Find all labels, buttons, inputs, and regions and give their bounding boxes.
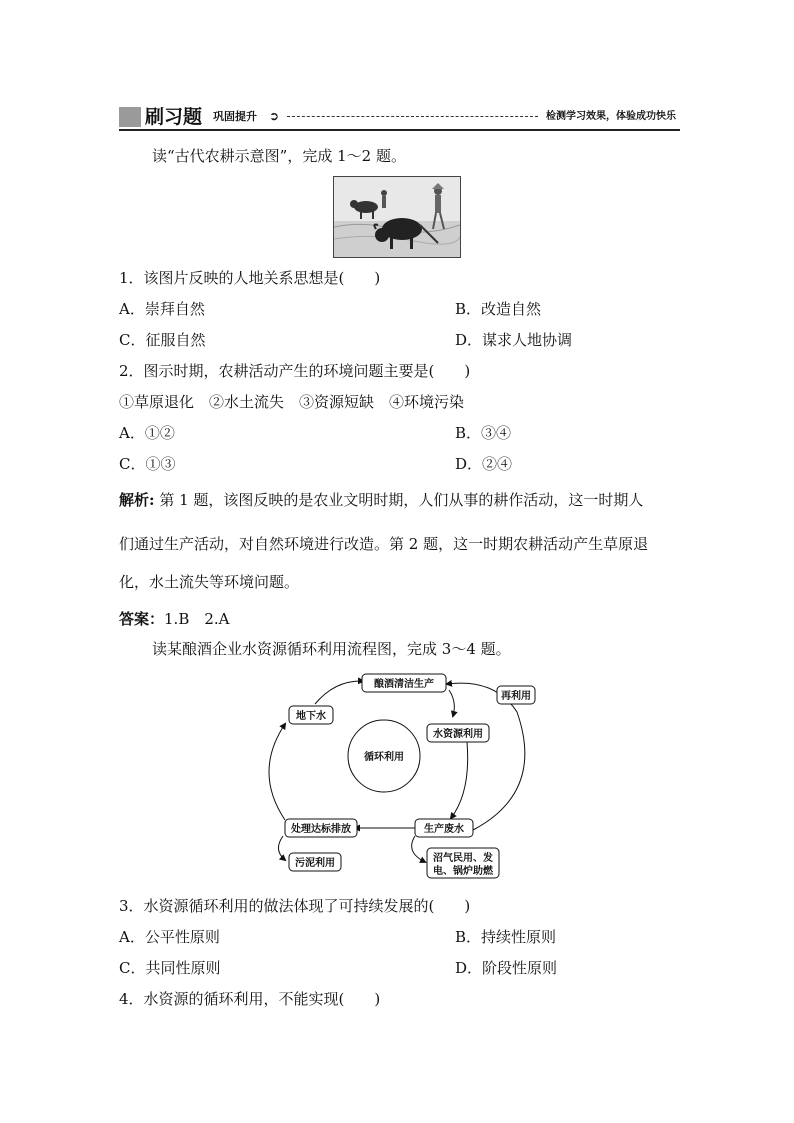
answer-label: 答案：: [119, 610, 165, 628]
q2-option-c: C．①③: [119, 455, 176, 473]
arrow-wastewater-to-biogas: [412, 836, 425, 862]
question-1-stem: 1．该图片反映的人地关系思想是( ): [119, 269, 381, 287]
analysis-line-3: 化，水土流失等环境问题。: [119, 573, 300, 591]
header-tagline: 检测学习效果，体验成功快乐: [546, 111, 676, 122]
arrow-treatment-to-sludge: [278, 836, 285, 860]
label-water-use: 水资源利用: [433, 729, 483, 740]
label-production: 酿酒清洁生产: [374, 679, 434, 690]
label-sludge: 污泥利用: [295, 858, 335, 869]
q3-option-d: D．阶段性原则: [455, 959, 558, 977]
q2-option-a: A．①②: [119, 424, 175, 442]
analysis-line-2: 们通过生产活动，对自然环境进行改造。第 2 题，这一时期农耕活动产生草原退: [119, 535, 649, 553]
q3-option-a: A．公平性原则: [119, 928, 220, 946]
header-title: 刷习题: [145, 106, 203, 128]
intro-farming: 读“古代农耕示意图”，完成 1～2 题。: [152, 147, 406, 165]
arrow-groundwater-to-production: [315, 681, 363, 704]
arrow-reuse-loop: [447, 683, 525, 830]
header-block: [119, 107, 141, 127]
arrow-production-to-wateruse: [449, 690, 454, 716]
q2-option-d: D．②④: [455, 455, 513, 473]
intro-water-cycle: 读某酿酒企业水资源循环利用流程图，完成 3～4 题。: [152, 640, 511, 658]
arrow-circle-icon: ➲: [269, 109, 280, 123]
water-cycle-flow-diagram: [255, 672, 545, 882]
label-biogas-1: 沼气民用、发: [433, 853, 493, 864]
q1-option-a: A．崇拜自然: [119, 300, 205, 318]
q2-option-b: B．③④: [455, 424, 512, 442]
arrow-treatment-to-groundwater: [269, 724, 285, 820]
q1-option-b: B．改造自然: [455, 300, 542, 318]
answer-line: [119, 609, 230, 629]
analysis-text-1: 第 1 题，该图反映的是农业文明时期，人们从事的耕作活动，这一时期人: [154, 491, 644, 509]
analysis-label: 解析:: [119, 491, 155, 509]
header-rule: [119, 129, 680, 131]
header-dashed-line: [287, 116, 538, 117]
farming-illustration: [333, 176, 461, 258]
label-biogas-2: 电、锅炉助燃: [433, 866, 493, 877]
question-3-stem: 3．水资源循环利用的做法体现了可持续发展的( ): [119, 897, 471, 915]
label-groundwater: 地下水: [296, 711, 326, 722]
header-subtitle: 巩固提升: [213, 110, 257, 123]
question-2-stem: 2．图示时期，农耕活动产生的环境问题主要是( ): [119, 362, 471, 380]
q3-option-c: C．共同性原则: [119, 959, 221, 977]
q3-option-b: B．持续性原则: [455, 928, 557, 946]
question-4-stem: 4．水资源的循环利用，不能实现( ): [119, 990, 381, 1008]
arrow-wateruse-to-wastewater: [451, 742, 468, 818]
label-center: 循环利用: [364, 752, 404, 763]
section-header: [119, 105, 680, 129]
q1-option-d: D．谋求人地协调: [455, 331, 573, 349]
answer-text: 1.B 2.A: [164, 610, 230, 628]
q2-items: ①草原退化 ②水土流失 ③资源短缺 ④环境污染: [119, 393, 465, 411]
label-reuse: 再利用: [501, 691, 531, 702]
label-wastewater: 生产废水: [424, 824, 464, 835]
analysis-line-1: [119, 490, 679, 510]
q1-option-c: C．征服自然: [119, 331, 206, 349]
label-treatment: 处理达标排放: [291, 824, 351, 835]
